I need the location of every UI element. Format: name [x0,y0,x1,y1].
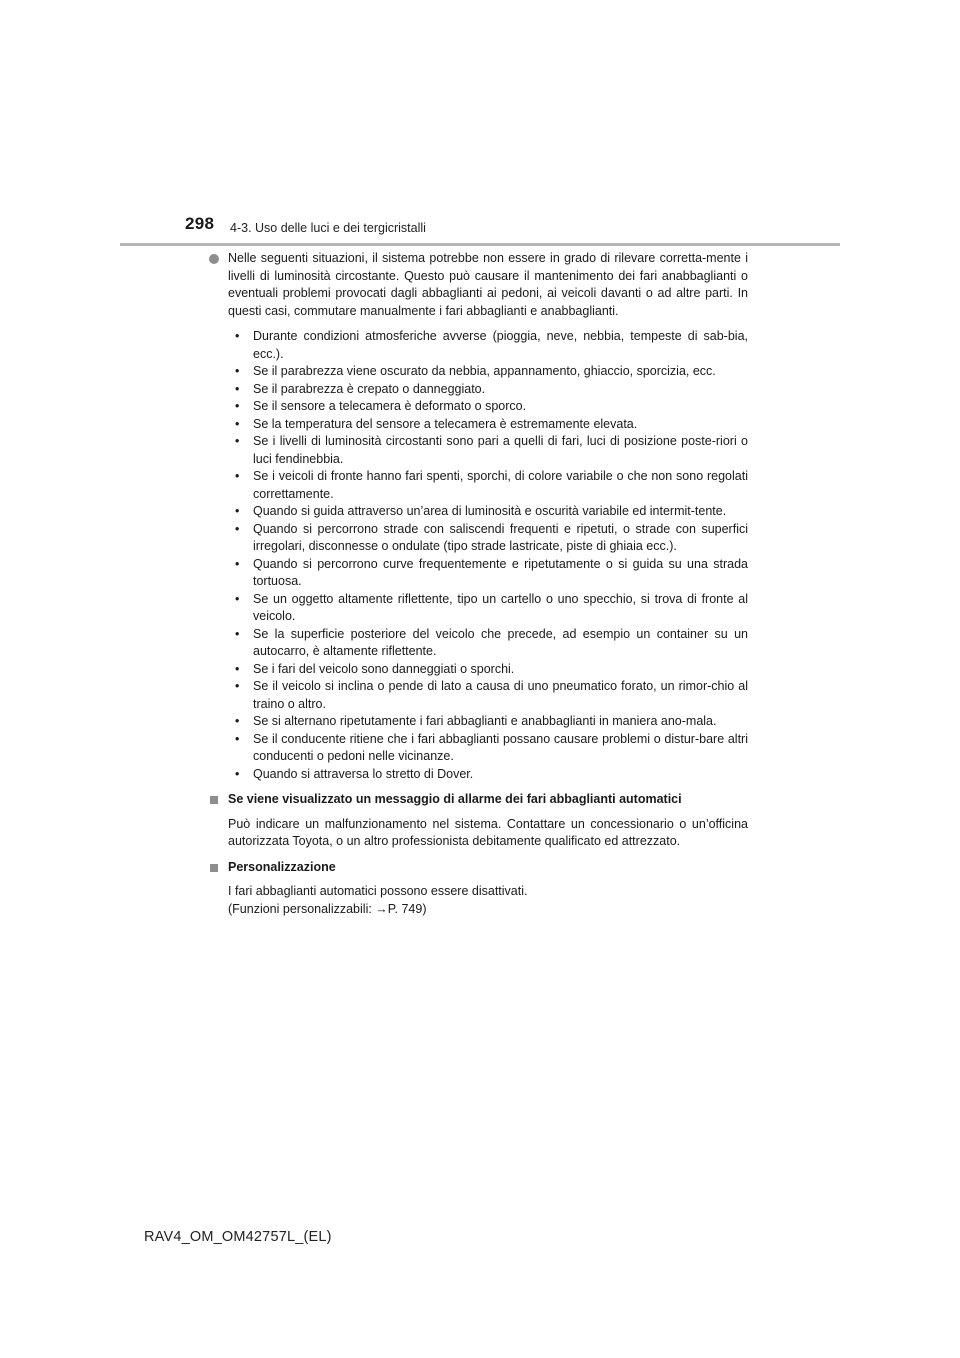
note-text: Nelle seguenti situazioni, il sistema potrebbe non essere in grado di rilevare corretta-mente i livelli di luminosità circostante. Questo può causare il mantenimento dei fari anabbaglianti o eventuali problemi provocati dagli abbaglianti ai pedoni, ai veicoli davanti o ad altre parti. In questi casi, commutare manualmente i fari abbaglianti e anabbaglianti. [228,251,748,318]
list-item [228,503,748,521]
list-item [228,328,748,363]
custom-heading-text: Personalizzazione [228,859,336,874]
bullet-mark: • [235,679,240,693]
custom-line-1: I fari abbaglianti automatici possono essere disattivati. [228,884,528,898]
custom-body-container [208,883,748,918]
list-item-text: Quando si attraversa lo stretto di Dover. [253,766,474,781]
list-item [228,521,748,556]
custom-section [208,859,748,919]
list-item [228,556,748,591]
list-item-text: Se il parabrezza è crepato o danneggiato. [253,381,486,396]
square-bullet-icon [210,796,218,804]
list-item [228,731,748,766]
section-title: 4-3. Uso delle luci e dei tergicristalli [230,221,426,235]
list-item [228,398,748,416]
custom-heading [208,859,748,877]
bullet-mark: • [235,521,240,536]
bullet-mark: • [235,381,240,396]
warning-heading [208,791,748,809]
list-item [228,713,748,731]
list-item [228,433,748,468]
bullet-mark: • [235,556,240,571]
list-item-text: Se il veicolo si inclina o pende di lato a causa di uno pneumatico forato, un rimor-chio al traino o altro. [253,679,748,711]
warning-section [208,791,748,851]
list-item-text: Se la temperatura del sensore a telecamera è estremamente elevata. [253,416,638,431]
note-paragraph [208,250,748,320]
list-item-text: Se un oggetto altamente riflettente, tipo un cartello o uno specchio, si trova di fronte al veicolo. [253,591,748,623]
list-item-text: Se i livelli di luminosità circostanti sono pari a quelli di fari, luci di posizione poste-riori o luci fendinebbia. [253,434,748,466]
footer-code: RAV4_OM_OM42757L_(EL) [144,1229,332,1245]
list-item [228,468,748,503]
list-item-text: Se i veicoli di fronte hanno fari spenti, sporchi, di colore variabile o che non sono regolati correttamente. [253,469,748,501]
list-item-text: Quando si percorrono curve frequentemente e ripetutamente o si guida su una strada tortuosa. [253,556,748,588]
list-item [228,626,748,661]
bullet-mark: • [235,469,240,483]
conditions-list [208,328,748,783]
warning-heading-text: Se viene visualizzato un messaggio di allarme dei fari abbaglianti automatici [228,792,682,806]
bullet-mark: • [235,329,240,343]
list-item [228,416,748,434]
list-item [228,661,748,679]
bullet-mark: • [235,399,240,413]
list-item [228,678,748,713]
bullet-mark: • [235,731,240,746]
header-divider [120,243,840,246]
list-item [228,766,748,784]
bullet-mark: • [235,364,240,378]
list-item-text: Se la superficie posteriore del veicolo che precede, ad esempio un container su un autocarro, è altamente riflettente. [253,626,748,658]
list-item-text: Se il parabrezza viene oscurato da nebbia, appannamento, ghiaccio, sporcizia, ecc. [253,364,716,378]
bullet-mark: • [235,766,240,781]
bullet-mark: • [235,714,240,728]
warning-body-container [208,816,748,851]
warning-body: Può indicare un malfunzionamento nel sistema. Contattare un concessionario o un’officina autorizzata Toyota, o un altro professionista debitamente qualificato ed attrezzato. [228,816,748,848]
list-item [228,381,748,399]
list-item-text: Durante condizioni atmosferiche avverse (pioggia, neve, nebbia, tempeste di sab-bia, ecc.). [253,329,748,361]
bullet-mark: • [235,661,240,676]
list-item-text: Se il sensore a telecamera è deformato o sporco. [253,399,527,413]
list-item-text: Quando si percorrono strade con saliscendi frequenti e ripetuti, o strade con superfici irregolari, disconnesse o ondulate (tipo strade lastricate, piste di ghiaia ecc.). [253,521,748,553]
square-bullet-icon [210,864,218,872]
bullet-mark: • [235,626,240,641]
circle-bullet-icon [209,254,219,264]
page-content [208,250,748,926]
list-item-text: Quando si guida attraverso un’area di luminosità e oscurità variabile ed intermit-tente. [253,504,727,518]
page-number: 298 [185,214,215,233]
list-item-text: Se si alternano ripetutamente i fari abbaglianti e anabbaglianti in maniera ano-mala. [253,714,717,728]
list-item [228,363,748,381]
bullet-mark: • [235,416,240,431]
custom-line-2: (Funzioni personalizzabili: →P. 749) [228,901,427,916]
bullet-mark: • [235,504,240,518]
list-item-text: Se il conducente ritiene che i fari abbaglianti possano causare problemi o distur-bare altri conducenti o pedoni nelle vicinanze. [253,731,748,763]
list-item [228,591,748,626]
bullet-mark: • [235,434,240,448]
list-item-text: Se i fari del veicolo sono danneggiati o sporchi. [253,661,515,676]
bullet-mark: • [235,591,240,606]
